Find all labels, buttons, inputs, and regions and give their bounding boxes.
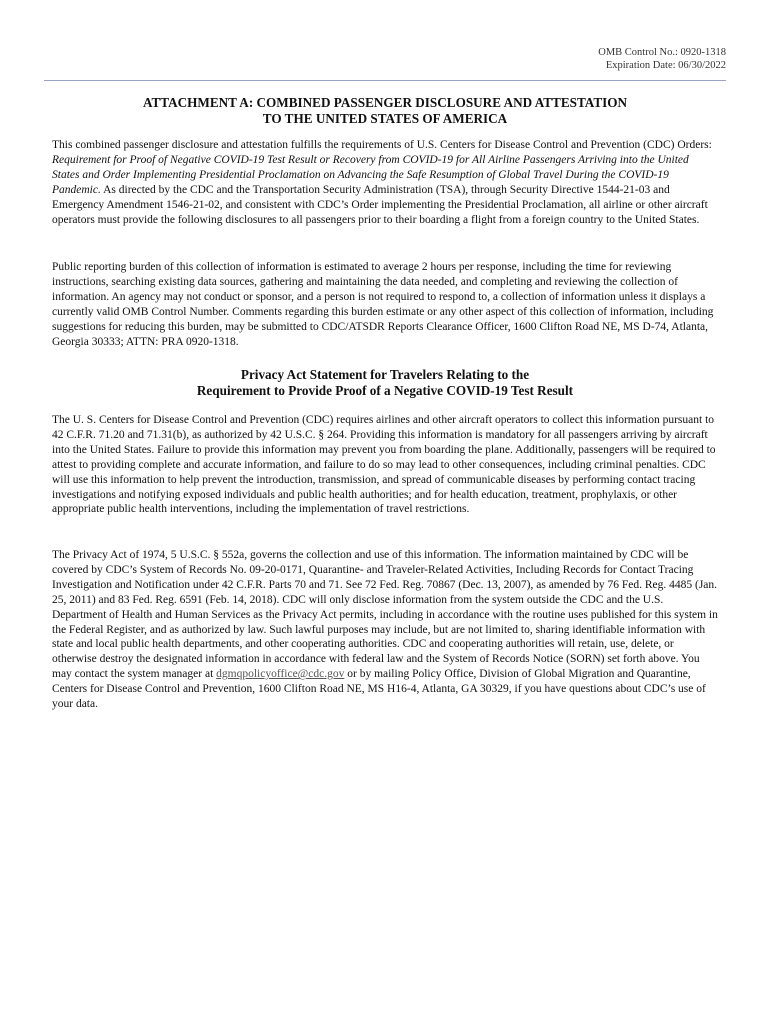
privacy-act-heading	[52, 367, 718, 399]
order-titles-text: Requirement for Proof of Negative COVID-19 Test Result or Recovery from COVID-19 for All Airline Passengers Arriving into the United States and Order Implementing Presidential Proclamation on Advancing the Safe Resumption of Global Travel During the COVID-19 Pandemic.	[52, 153, 689, 196]
burden-statement-paragraph: Public reporting burden of this collection of information is estimated to average 2 hours per response, including the time for reviewing instructions, searching existing data sources, gathering and maintaining the data needed, and completing and reviewing the collection of information. An agency may not conduct or sponsor, and a person is not required to respond to, a collection of information unless it displays a currently valid OMB Control Number. Comments regarding this burden estimate or any other aspect of this collection of information, including suggestions for reducing this burden, may be submitted to CDC/ATSDR Reports Clearance Officer, 1600 Clifton Road NE, MS D-74, Atlanta, Georgia 30333; ATTN: PRA 0920-1318.	[52, 261, 714, 348]
cdc-collection-paragraph: The U. S. Centers for Disease Control and Prevention (CDC) requires airlines and other aircraft operators to collect this information pursuant to 42 C.F.R. 71.20 and 71.31(b), as authorized by 42 U.S.C. § 264. Providing this information is mandatory for all passengers arriving by aircraft into the United States. Failure to provide this information may prevent you from boarding the plane. Additionally, passengers will be required to attest to providing complete and accurate information, and failure to do so may lead to other consequences, including criminal penalties. CDC will use this information to help prevent the introduction, transmission, and spread of communicable diseases by performing contact tracing investigations and notifying exposed individuals and public health authorities; and for health education, treatment, prophylaxis, or other appropriate public health interventions, including the implementation of travel restrictions.	[52, 414, 716, 516]
document-title-line1: ATTACHMENT A: COMBINED PASSENGER DISCLOSURE AND ATTESTATION	[142, 95, 628, 110]
header-divider	[44, 80, 726, 81]
privacy-act-closing-text: or by mailing Policy Office, Division of Global Migration and Quarantine, Centers for Disease Control and Prevention, 1600 Clifton Road NE, MS H16-4, Atlanta, GA 30329, if you have questions about CDC’s use of your data.	[52, 668, 706, 711]
omb-control-number: OMB Control No.: 0920-1318	[598, 47, 726, 58]
policy-office-email-link[interactable]: dgmqpolicyoffice@cdc.gov	[216, 668, 345, 681]
disclosure-body-text: As directed by the CDC and the Transportation Security Administration (TSA), through Security Directive 1544-21-03 and Emergency Amendment 1546-21-02, and consistent with CDC’s Order implementing the Presidential Proclamation, all airline or other aircraft operators must provide the following disclosures to all passengers prior to their boarding a flight from a foreign country to the United States.	[52, 183, 708, 226]
disclosure-paragraph	[52, 138, 718, 227]
privacy-act-body-text: The Privacy Act of 1974, 5 U.S.C. § 552a, governs the collection and use of this information. The information maintained by CDC will be covered by CDC’s System of Records No. 09-20-0171, Quarantine- and Traveler-Related Activities, Including Records for Contact Tracing Investigation and Notification under 42 C.F.R. Parts 70 and 71. See 72 Fed. Reg. 70867 (Dec. 13, 2007), as amended by 76 Fed. Reg. 4485 (Jan. 25, 2011) and 83 Fed. Reg. 6591 (Feb. 14, 2018). CDC will only disclose information from the system outside the CDC and the U.S. Department of Health and Human Services as the Privacy Act permits, including in accordance with the routine uses published for this system in the Federal Register, and as authorized by law. Such lawful purposes may include, but are not limited to, sharing identifiable information with state and local public health departments, and other cooperating authorities. CDC and cooperating authorities will retain, use, delete, or otherwise destroy the designated information in accordance with federal law and the System of Records Notice (SORN) set forth above. You may contact the system manager at	[52, 549, 718, 681]
privacy-act-paragraph	[52, 548, 718, 712]
document-title	[52, 95, 718, 127]
expiration-date: Expiration Date: 06/30/2022	[605, 60, 726, 71]
disclosure-intro-text: This combined passenger disclosure and attestation fulfills the requirements of U.S. Centers for Disease Control and Prevention (CDC) Orders:	[52, 139, 712, 151]
document-title-line2: TO THE UNITED STATES OF AMERICA	[262, 111, 508, 126]
omb-header	[598, 46, 726, 72]
privacy-act-heading-line2: Requirement to Provide Proof of a Negative COVID-19 Test Result	[196, 383, 574, 398]
privacy-act-heading-line1: Privacy Act Statement for Travelers Relating to the	[240, 367, 530, 382]
